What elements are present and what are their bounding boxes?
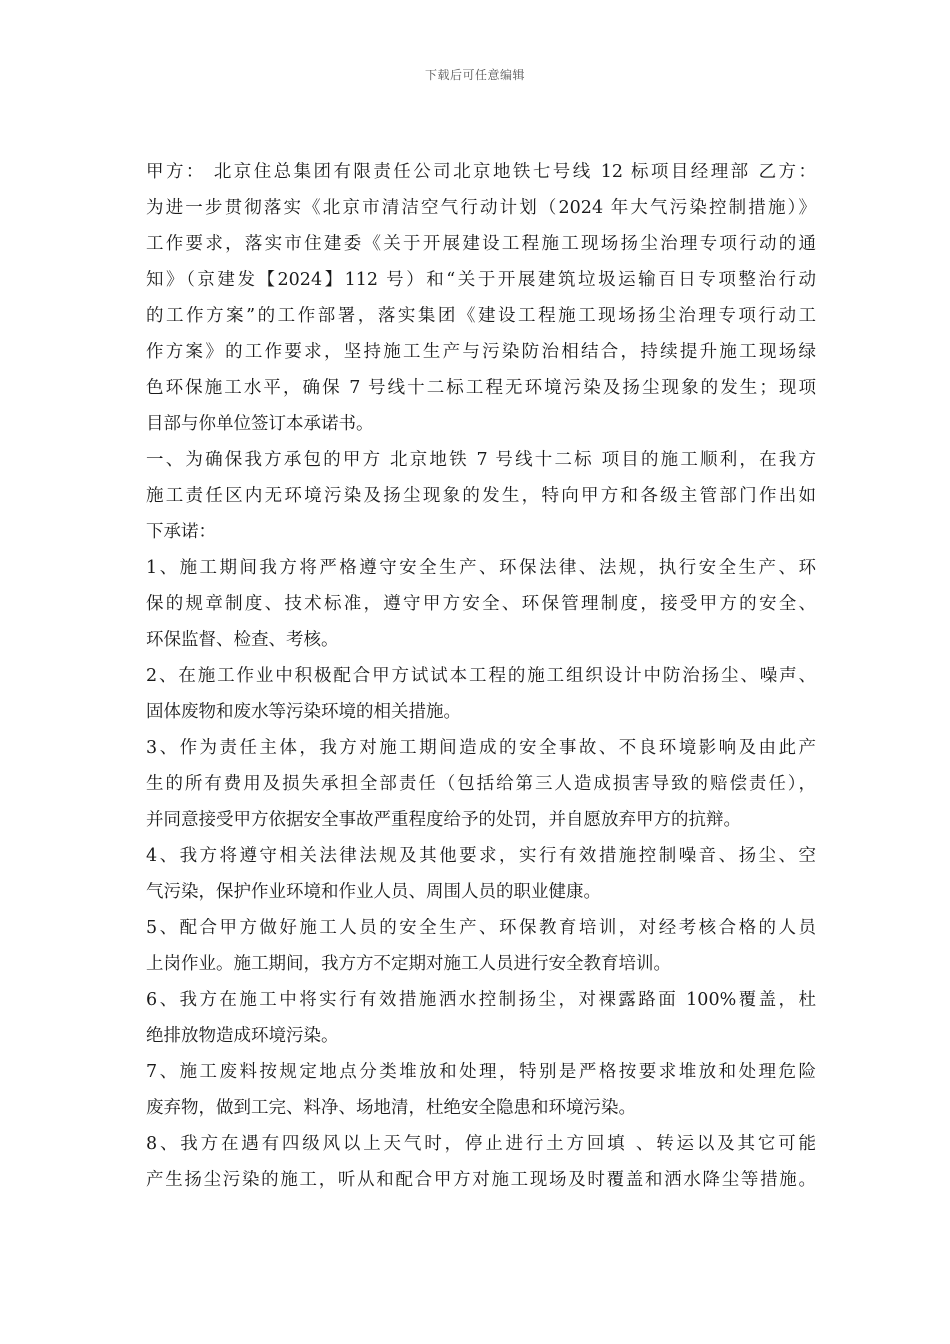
paragraph-line: 5、配合甲方做好施工人员的安全生产、环保教育培训，对经考核合格的人员 <box>146 918 816 938</box>
paragraph-line: 1、施工期间我方将严格遵守安全生产、环保法律、法规，执行安全生产、环 <box>146 558 816 578</box>
paragraph-line: 为进一步贯彻落实《北京市清洁空气行动计划（2024 年大气污染控制措施）》 <box>146 198 816 218</box>
paragraph-line: 2、在施工作业中积极配合甲方试试本工程的施工组织设计中防治扬尘、噪声、 <box>146 666 816 686</box>
paragraph-line: 知》（京建发【2024】112 号）和“关于开展建筑垃圾运输百日专项整治行动 <box>146 270 816 290</box>
paragraph-line: 8、我方在遇有四级风以上天气时，停止进行土方回填 、转运以及其它可能 <box>146 1134 816 1154</box>
paragraph-line: 4、我方将遵守相关法律法规及其他要求，实行有效措施控制噪音、扬尘、空 <box>146 846 816 866</box>
paragraph-line: 上岗作业。施工期间，我方方不定期对施工人员进行安全教育培训。 <box>146 954 671 974</box>
paragraph-line: 工作要求，落实市住建委《关于开展建设工程施工现场扬尘治理专项行动的通 <box>146 234 816 254</box>
paragraph-line: 色环保施工水平，确保 7 号线十二标工程无环境污染及扬尘现象的发生；现项 <box>146 378 816 398</box>
paragraph-line: 的工作方案”的工作部署，落实集团《建设工程施工现场扬尘治理专项行动工 <box>146 306 816 326</box>
paragraph-line: 3、作为责任主体，我方对施工期间造成的安全事故、不良环境影响及由此产 <box>146 738 816 758</box>
paragraph-line: 气污染，保护作业环境和作业人员、周围人员的职业健康。 <box>146 882 601 902</box>
paragraph-line: 甲方： 北京住总集团有限责任公司北京地铁七号线 12 标项目经理部 乙方： <box>146 162 816 182</box>
paragraph-line: 固体废物和废水等污染环境的相关措施。 <box>146 702 461 722</box>
page-header: 下载后可任意编辑 <box>424 68 525 82</box>
paragraph-line: 生的所有费用及损失承担全部责任（包括给第三人造成损害导致的赔偿责任）， <box>146 774 816 794</box>
document-body <box>146 154 816 1198</box>
paragraph-line: 一、为确保我方承包的甲方 北京地铁 7 号线十二标 项目的施工顺利，在我方 <box>146 450 816 470</box>
paragraph-line: 目部与你单位签订本承诺书。 <box>146 414 374 434</box>
paragraph-line: 产生扬尘污染的施工，听从和配合甲方对施工现场及时覆盖和洒水降尘等措施。 <box>146 1170 816 1190</box>
paragraph-line: 保的规章制度、技术标准，遵守甲方安全、环保管理制度，接受甲方的安全、 <box>146 594 816 614</box>
paragraph-line: 7、施工废料按规定地点分类堆放和处理，特别是严格按要求堆放和处理危险 <box>146 1062 816 1082</box>
paragraph-line: 绝排放物造成环境污染。 <box>146 1026 339 1046</box>
paragraph-line: 作方案》的工作要求，坚持施工生产与污染防治相结合，持续提升施工现场绿 <box>146 342 816 362</box>
paragraph-line: 并同意接受甲方依据安全事故严重程度给予的处罚，并自愿放弃甲方的抗辩。 <box>146 810 741 830</box>
paragraph-line: 施工责任区内无环境污染及扬尘现象的发生，特向甲方和各级主管部门作出如 <box>146 486 816 506</box>
paragraph-line: 废弃物，做到工完、料净、场地清，杜绝安全隐患和环境污染。 <box>146 1098 636 1118</box>
paragraph-line: 6、我方在施工中将实行有效措施洒水控制扬尘，对裸露路面 100%覆盖，杜 <box>146 990 816 1010</box>
paragraph-line: 环保监督、检查、考核。 <box>146 630 339 650</box>
paragraph-line: 下承诺： <box>146 522 216 542</box>
